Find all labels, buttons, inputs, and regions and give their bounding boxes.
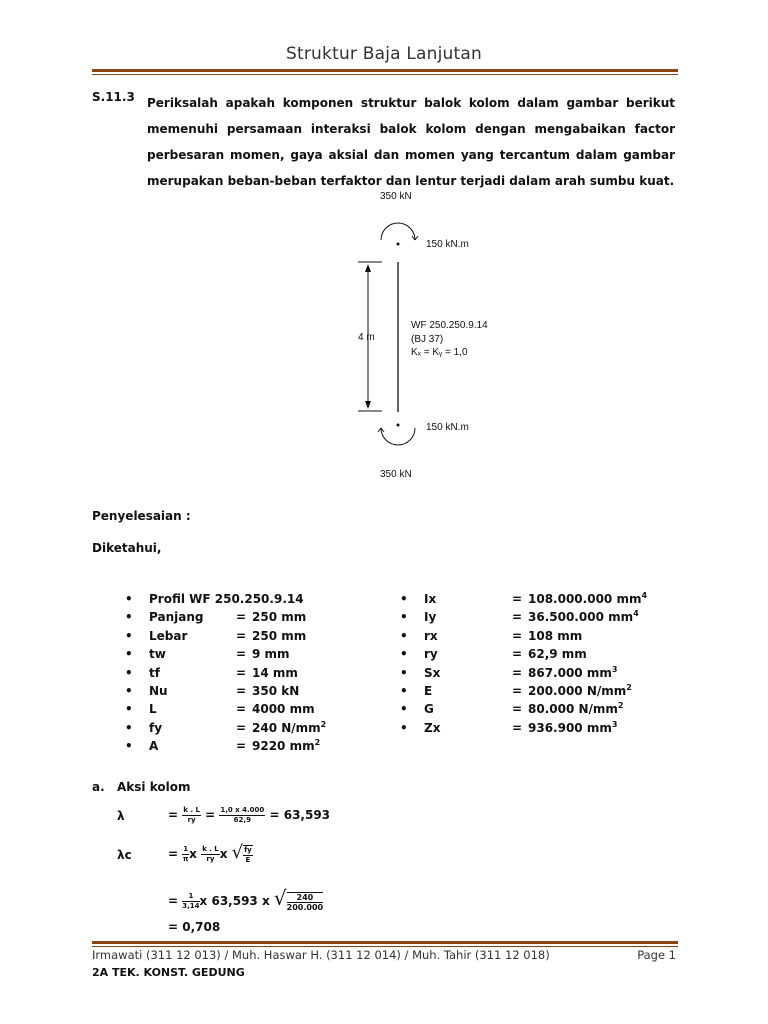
bullet-icon: • <box>125 592 133 606</box>
header-divider-thick <box>92 69 678 72</box>
bullet-icon: • <box>125 647 133 662</box>
document-header-title: Struktur Baja Lanjutan <box>286 44 482 64</box>
bullet-icon: • <box>125 665 133 680</box>
bullet-icon: • <box>400 628 408 643</box>
lambda-equation: = $\frac{k . L}{ry}$ = $\frac{1,0 x 4.000}{62,9}$ = 63,593 <box>168 806 331 824</box>
list-item: • E = 200.000 $N/mm^2$ <box>400 682 680 700</box>
solution-heading: Penyelesaian : <box>92 509 191 523</box>
sqrt-icon: √ <box>273 886 287 910</box>
fraction: $\frac{240}{200.000}$ <box>286 892 324 912</box>
fraction: $\frac{1}{3,14}$ <box>182 892 200 910</box>
part-a-title: Aksi kolom <box>117 780 191 794</box>
list-item: • A = 9220 $mm^2$ <box>125 737 385 755</box>
bullet-icon: • <box>400 702 408 717</box>
footer-authors: Irmawati (311 12 013) / Muh. Haswar H. (311 12 014) / Muh. Tahir (311 12 018) <box>92 948 550 962</box>
top-moment-label: 150 kN.m <box>426 239 469 250</box>
footer-page-number: Page 1 <box>637 948 676 962</box>
list-item: • Nu = 350 kN <box>125 682 385 700</box>
list-item: • ry = 62,9 mm <box>400 645 680 663</box>
bullet-icon: • <box>125 720 133 735</box>
list-item: • Lebar = 250 mm <box>125 627 385 645</box>
fraction: $\frac{1}{\pi}$ <box>182 845 189 863</box>
lambda-symbol: λ <box>117 809 125 823</box>
bullet-icon: • <box>125 628 133 643</box>
length-label: 4 m <box>358 332 375 343</box>
list-item: • G = 80.000 $N/mm^2$ <box>400 700 680 718</box>
k-factor-label: Kₓ = Kᵧ = 1,0 <box>411 347 468 358</box>
top-load-label: 350 kN <box>380 191 412 202</box>
header-divider-thin <box>92 74 678 75</box>
fraction: $\frac{k . L}{ry}$ <box>183 806 200 824</box>
question-text: Periksalah apakah komponen struktur balok kolom dalam gambar berikut memenuhi persamaan interaksi balok kolom dengan mengabaikan factor perbesaran momen, gaya aksial dan momen yang tercantum dalam gambar merupakan beban-beban terfaktor dan lentur terjadi dalam arah sumbu kuat. <box>147 96 675 188</box>
lambda-c-numeric: = $\frac{1}{3,14}$ x 63,593 x √ $\frac{240}{200.000}$ <box>168 886 324 912</box>
bullet-icon: • <box>400 665 408 680</box>
given-heading: Diketahui, <box>92 541 162 555</box>
footer-divider-thick <box>92 941 678 944</box>
bullet-icon: • <box>400 683 408 698</box>
dim-arrow-top <box>365 264 371 272</box>
dim-arrow-bottom <box>365 401 371 409</box>
given-list-right <box>400 590 680 737</box>
lambda-c-result: = 0,708 <box>168 920 221 934</box>
beam-column-diagram <box>340 185 540 485</box>
list-item: • L = 4000 mm <box>125 700 385 718</box>
bottom-moment-label: 150 kN.m <box>426 422 469 433</box>
lambda-c-symbol: λc <box>117 848 132 862</box>
list-item: • rx = 108 mm <box>400 627 680 645</box>
bottom-joint <box>397 424 400 427</box>
top-joint <box>397 243 400 246</box>
list-item: • tw = 9 mm <box>125 645 385 663</box>
list-item: • Ix = 108.000.000 $mm^4$ <box>400 590 680 608</box>
fraction: $\frac{1,0 x 4.000}{62,9}$ <box>220 806 265 824</box>
list-item: • Zx = 936.900 $mm^3$ <box>400 719 680 737</box>
fraction: $\frac{k . L}{ry}$ <box>202 845 219 863</box>
steel-grade-label: (BJ 37) <box>411 334 444 345</box>
list-item: • Iy = 36.500.000 $mm^4$ <box>400 608 680 626</box>
lambda-c-equation: = $\frac{1}{\pi}$ x $\frac{k . L}{ry}$ x √ $\frac{fy}{E}$ <box>168 842 252 864</box>
sqrt-icon: √ <box>231 842 244 863</box>
part-a-label: a. <box>92 780 105 794</box>
bullet-icon: • <box>400 647 408 662</box>
list-item: • Profil WF 250.250.9.14 <box>125 590 385 608</box>
bullet-icon: • <box>125 739 133 754</box>
bullet-icon: • <box>400 610 408 625</box>
footer-class: 2A TEK. KONST. GEDUNG <box>92 966 245 979</box>
bullet-icon: • <box>125 683 133 698</box>
top-moment-arc <box>381 223 415 240</box>
bullet-icon: • <box>400 592 408 606</box>
list-item: • Sx = 867.000 $mm^3$ <box>400 664 680 682</box>
bottom-load-label: 350 kN <box>380 469 412 480</box>
footer-divider-thin <box>92 946 678 947</box>
question-number: S.11.3 <box>92 90 135 104</box>
list-item: • tf = 14 mm <box>125 664 385 682</box>
fraction: $\frac{fy}{E}$ <box>244 845 252 864</box>
list-item: • Panjang = 250 mm <box>125 608 385 626</box>
profile-label: WF 250.250.9.14 <box>411 320 488 331</box>
bottom-moment-arc <box>381 428 415 445</box>
given-list-left <box>125 590 385 756</box>
bullet-icon: • <box>400 720 408 735</box>
bullet-icon: • <box>125 610 133 625</box>
bullet-icon: • <box>125 702 133 717</box>
list-item: • fy = 240 $N/mm^2$ <box>125 719 385 737</box>
